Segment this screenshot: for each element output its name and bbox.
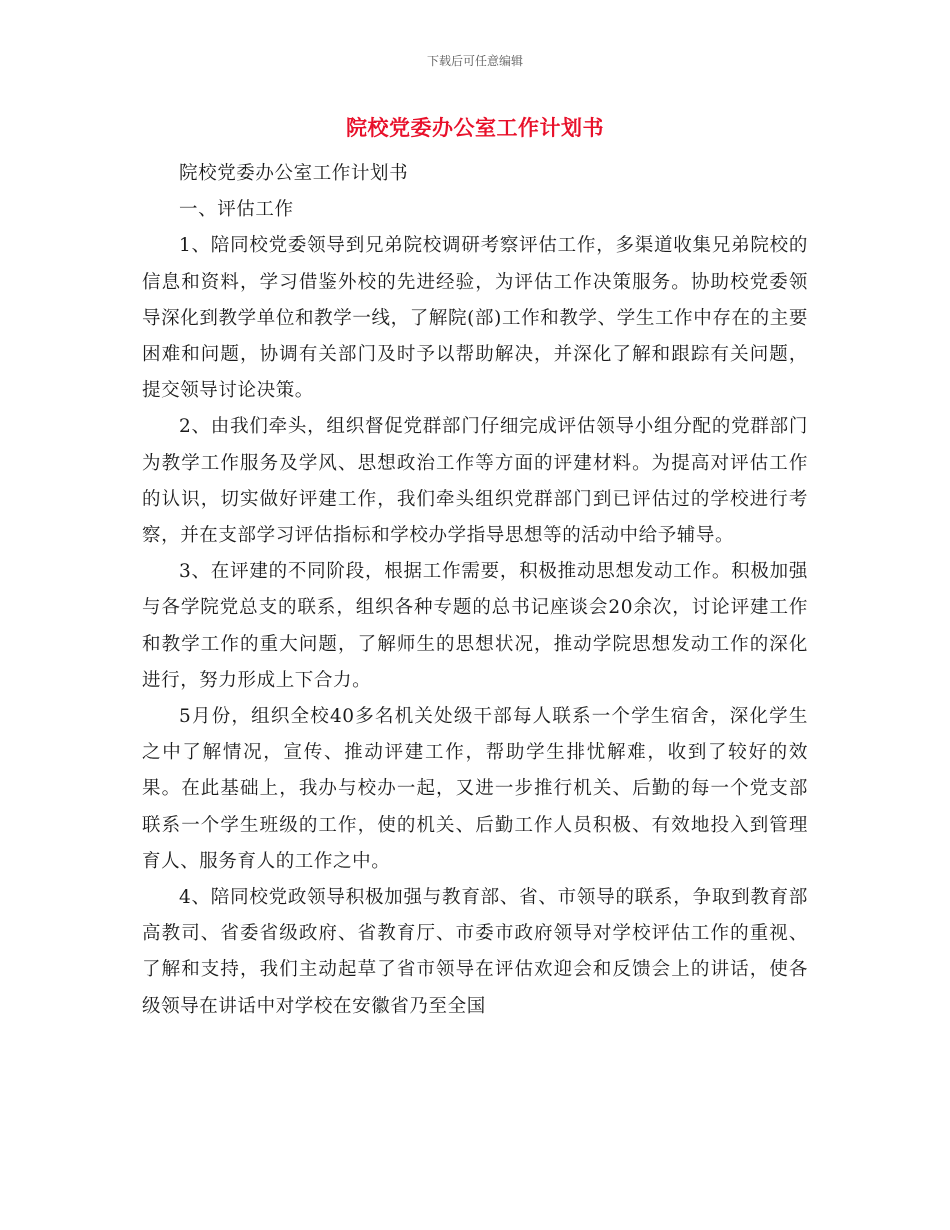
paragraph: 2、由我们牵头，组织督促党群部门仔细完成评估领导小组分配的党群部门为教学工作服务及学风、思想政治工作等方面的评建材料。为提高对评估工作的认识，切实做好评建工作，我们牵头组织党群部门到已评估过的学校进行考察，并在支部学习评估指标和学校办学指导思想等的活动中给予辅导。: [142, 416, 808, 547]
paragraph: 1、陪同校党委领导到兄弟院校调研考察评估工作，多渠道收集兄弟院校的信息和资料，学习借鉴外校的先进经验，为评估工作决策服务。协助校党委领导深化到教学单位和教学一线，了解院(部)工作和教学、学生工作中存在的主要困难和问题，协调有关部门及时予以帮助解决，并深化了解和跟踪有关问题，提交领导讨论决策。: [142, 235, 808, 402]
paragraph-section-heading: 一、评估工作: [179, 199, 294, 221]
paragraph: 4、陪同校党政领导积极加强与教育部、省、市领导的联系，争取到教育部高教司、省委省级政府、省教育厅、市委市政府领导对学校评估工作的重视、了解和支持，我们主动起草了省市领导在评估欢迎会和反馈会上的讲话，使各级领导在讲话中对学校在安徽省乃至全国: [142, 887, 808, 1017]
paragraph: 3、在评建的不同阶段，根据工作需要，积极推动思想发动工作。积极加强与各学院党总支的联系，组织各种专题的总书记座谈会20余次，讨论评建工作和教学工作的重大问题，了解师生的思想状况，推动学院思想发动工作的深化进行，努力形成上下合力。: [142, 561, 808, 691]
document-body: [142, 156, 808, 1025]
header-note: 下载后可任意编辑: [426, 54, 523, 68]
paragraph: 5月份，组织全校40多名机关处级干部每人联系一个学生宿舍，深化学生之中了解情况，宣传、推动评建工作，帮助学生排忧解难，收到了较好的效果。在此基础上，我办与校办一起，又进一步推行机关、后勤的每一个党支部联系一个学生班级的工作，使的机关、后勤工作人员积极、有效地投入到管理育人、服务育人的工作之中。: [142, 706, 808, 872]
document-title: 院校党委办公室工作计划书: [346, 115, 604, 140]
paragraph-subtitle: 院校党委办公室工作计划书: [179, 163, 409, 184]
